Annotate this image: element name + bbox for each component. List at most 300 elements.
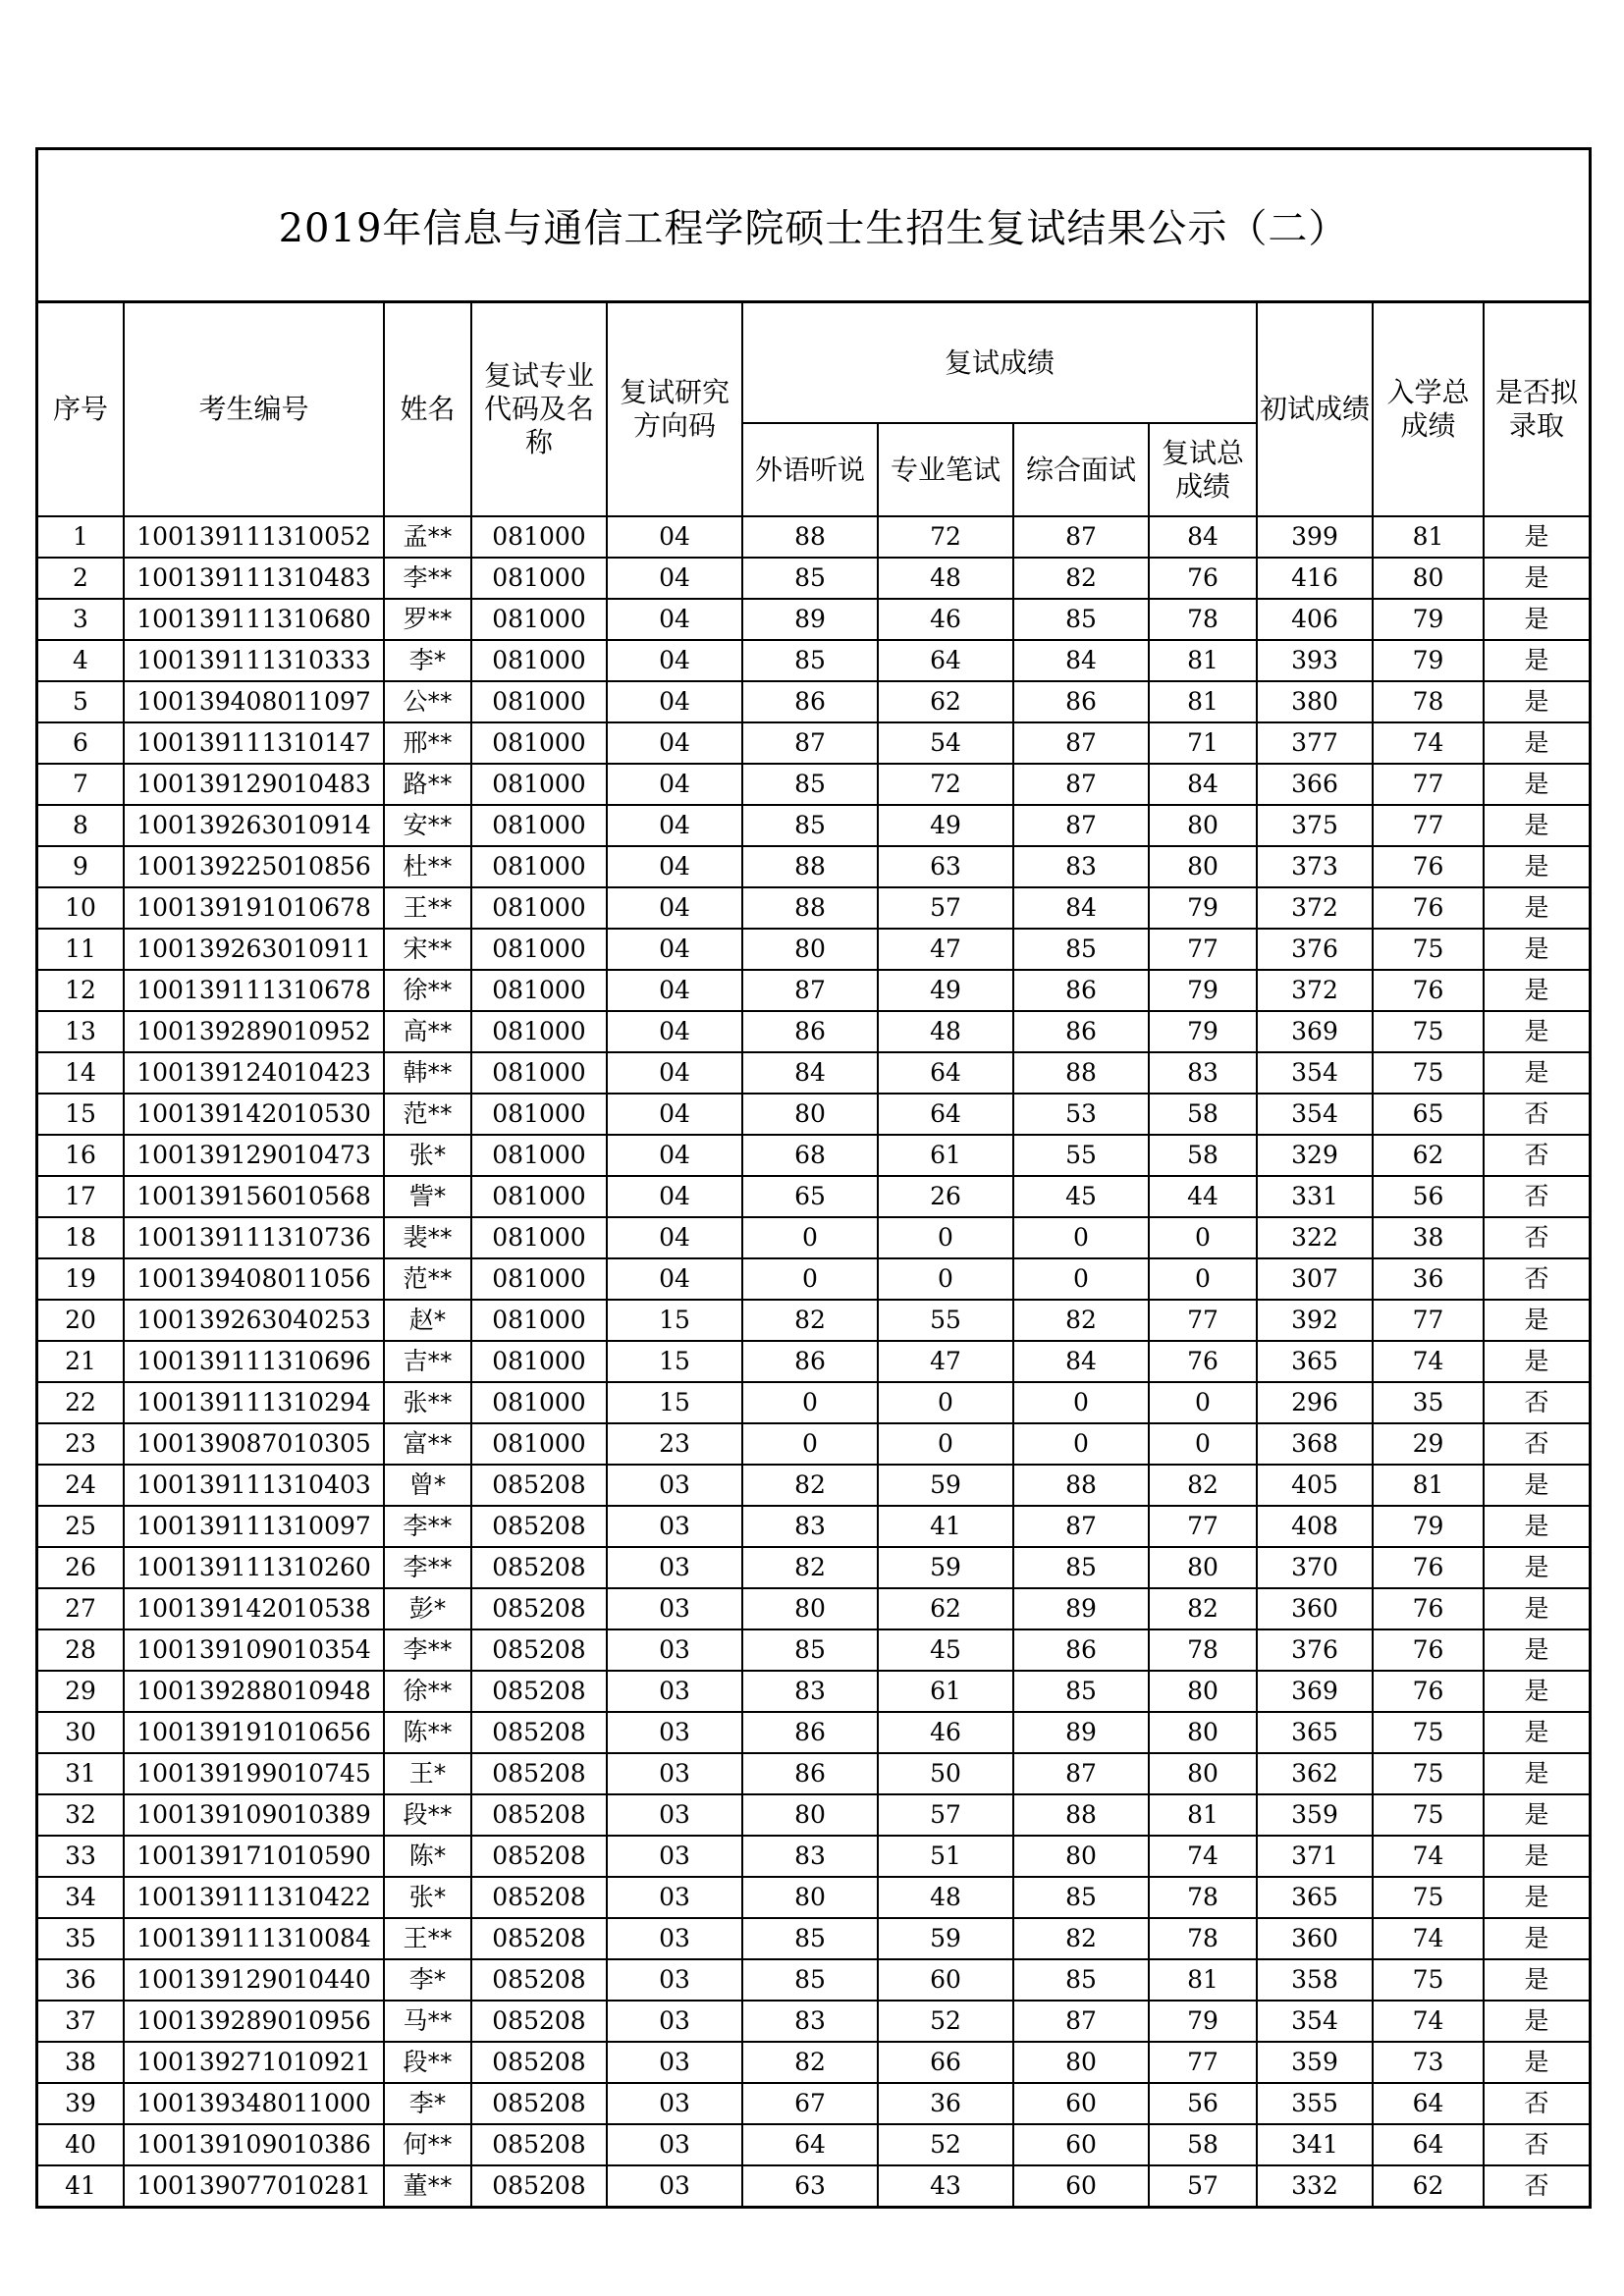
table-row [38,681,1589,722]
cell-admit: 是 [1484,681,1589,722]
cell-retest-total: 79 [1149,2001,1257,2042]
cell-seq: 8 [38,805,124,846]
cell-exam-id: 100139263040253 [124,1300,384,1341]
cell-seq: 1 [38,516,124,558]
cell-initial-score: 354 [1257,2001,1373,2042]
cell-admission-total: 75 [1373,1753,1484,1794]
cell-direction: 04 [607,1217,742,1258]
cell-foreign-oral: 67 [742,2083,878,2124]
cell-name: 李* [384,640,471,681]
title-box [38,150,1589,303]
cell-major-code: 085208 [471,1465,607,1506]
cell-foreign-oral: 85 [742,1959,878,2001]
cell-foreign-oral: 64 [742,2124,878,2165]
table-row [38,516,1589,558]
cell-major-code: 085208 [471,1836,607,1877]
cell-name: 李** [384,1506,471,1547]
table-row [38,2124,1589,2165]
cell-direction: 03 [607,2042,742,2083]
cell-exam-id: 100139111310680 [124,599,384,640]
cell-seq: 7 [38,764,124,805]
cell-interview: 85 [1013,599,1149,640]
cell-foreign-oral: 0 [742,1423,878,1465]
cell-initial-score: 365 [1257,1877,1373,1918]
cell-major-code: 085208 [471,1877,607,1918]
cell-admission-total: 80 [1373,558,1484,599]
cell-foreign-oral: 0 [742,1258,878,1300]
cell-exam-id: 100139087010305 [124,1423,384,1465]
cell-written-exam: 62 [878,1588,1013,1629]
cell-initial-score: 405 [1257,1465,1373,1506]
cell-admission-total: 75 [1373,1011,1484,1052]
cell-name: 陈** [384,1712,471,1753]
cell-exam-id: 100139191010656 [124,1712,384,1753]
cell-name: 路** [384,764,471,805]
cell-direction: 03 [607,2124,742,2165]
cell-interview: 80 [1013,1836,1149,1877]
cell-admission-total: 73 [1373,2042,1484,2083]
cell-written-exam: 43 [878,2165,1013,2206]
cell-major-code: 081000 [471,681,607,722]
cell-seq: 34 [38,1877,124,1918]
cell-exam-id: 100139129010440 [124,1959,384,2001]
cell-exam-id: 100139289010956 [124,2001,384,2042]
cell-retest-total: 82 [1149,1588,1257,1629]
table-row [38,1836,1589,1877]
cell-direction: 04 [607,1052,742,1094]
cell-admit: 否 [1484,1135,1589,1176]
cell-exam-id: 100139077010281 [124,2165,384,2206]
cell-exam-id: 100139109010386 [124,2124,384,2165]
cell-major-code: 081000 [471,929,607,970]
cell-name: 董** [384,2165,471,2206]
cell-retest-total: 79 [1149,1011,1257,1052]
cell-initial-score: 359 [1257,2042,1373,2083]
cell-admit: 是 [1484,516,1589,558]
cell-admit: 是 [1484,1300,1589,1341]
cell-initial-score: 366 [1257,764,1373,805]
cell-exam-id: 100139111310403 [124,1465,384,1506]
cell-admit: 是 [1484,599,1589,640]
cell-written-exam: 64 [878,640,1013,681]
cell-exam-id: 100139111310147 [124,722,384,764]
cell-foreign-oral: 86 [742,1341,878,1382]
cell-interview: 82 [1013,1300,1149,1341]
cell-admission-total: 76 [1373,846,1484,887]
cell-admission-total: 77 [1373,1300,1484,1341]
cell-major-code: 085208 [471,2083,607,2124]
cell-seq: 17 [38,1176,124,1217]
cell-foreign-oral: 80 [742,1794,878,1836]
cell-admit: 是 [1484,1836,1589,1877]
cell-admit: 是 [1484,887,1589,929]
cell-seq: 11 [38,929,124,970]
cell-admit: 是 [1484,640,1589,681]
cell-seq: 33 [38,1836,124,1877]
cell-name: 张* [384,1877,471,1918]
cell-admit: 是 [1484,558,1589,599]
cell-major-code: 081000 [471,1423,607,1465]
cell-name: 陈* [384,1836,471,1877]
cell-name: 王** [384,1918,471,1959]
cell-name: 李* [384,2083,471,2124]
cell-foreign-oral: 83 [742,1506,878,1547]
cell-name: 裴** [384,1217,471,1258]
cell-initial-score: 355 [1257,2083,1373,2124]
cell-direction: 04 [607,1011,742,1052]
cell-major-code: 085208 [471,1588,607,1629]
cell-written-exam: 49 [878,970,1013,1011]
cell-admission-total: 79 [1373,1506,1484,1547]
cell-initial-score: 362 [1257,1753,1373,1794]
cell-initial-score: 365 [1257,1341,1373,1382]
cell-retest-total: 44 [1149,1176,1257,1217]
cell-exam-id: 100139408011056 [124,1258,384,1300]
cell-admission-total: 76 [1373,1629,1484,1671]
cell-initial-score: 416 [1257,558,1373,599]
cell-admission-total: 76 [1373,1588,1484,1629]
cell-retest-total: 79 [1149,887,1257,929]
cell-initial-score: 372 [1257,887,1373,929]
cell-admit: 是 [1484,1671,1589,1712]
cell-exam-id: 100139142010530 [124,1094,384,1135]
cell-foreign-oral: 86 [742,1712,878,1753]
cell-retest-total: 58 [1149,2124,1257,2165]
cell-written-exam: 61 [878,1671,1013,1712]
cell-initial-score: 376 [1257,1629,1373,1671]
cell-major-code: 085208 [471,1506,607,1547]
cell-major-code: 085208 [471,1671,607,1712]
cell-direction: 03 [607,1794,742,1836]
cell-seq: 36 [38,1959,124,2001]
cell-written-exam: 48 [878,558,1013,599]
cell-initial-score: 360 [1257,1918,1373,1959]
cell-admission-total: 35 [1373,1382,1484,1423]
cell-retest-total: 71 [1149,722,1257,764]
cell-admit: 否 [1484,1382,1589,1423]
cell-exam-id: 100139289010952 [124,1011,384,1052]
cell-foreign-oral: 88 [742,887,878,929]
cell-name: 张** [384,1382,471,1423]
cell-seq: 25 [38,1506,124,1547]
cell-foreign-oral: 84 [742,1052,878,1094]
cell-major-code: 081000 [471,1217,607,1258]
cell-initial-score: 358 [1257,1959,1373,2001]
cell-seq: 5 [38,681,124,722]
cell-written-exam: 45 [878,1629,1013,1671]
cell-name: 李** [384,558,471,599]
cell-seq: 22 [38,1382,124,1423]
cell-written-exam: 51 [878,1836,1013,1877]
cell-initial-score: 369 [1257,1011,1373,1052]
cell-foreign-oral: 86 [742,1011,878,1052]
header-exam-id: 考生编号 [124,303,384,516]
cell-written-exam: 48 [878,1011,1013,1052]
cell-admit: 是 [1484,805,1589,846]
cell-written-exam: 59 [878,1547,1013,1588]
cell-admission-total: 62 [1373,2165,1484,2206]
table-row [38,1877,1589,1918]
cell-written-exam: 52 [878,2124,1013,2165]
cell-exam-id: 100139109010389 [124,1794,384,1836]
cell-direction: 03 [607,1465,742,1506]
cell-admit: 是 [1484,1465,1589,1506]
table-row [38,640,1589,681]
cell-retest-total: 81 [1149,1794,1257,1836]
cell-interview: 85 [1013,1877,1149,1918]
cell-foreign-oral: 0 [742,1217,878,1258]
cell-direction: 03 [607,1877,742,1918]
cell-exam-id: 100139111310294 [124,1382,384,1423]
cell-direction: 15 [607,1341,742,1382]
cell-admission-total: 64 [1373,2083,1484,2124]
cell-admit: 否 [1484,2083,1589,2124]
header-direction: 复试研究方向码 [607,303,742,516]
cell-initial-score: 365 [1257,1712,1373,1753]
table-row [38,1588,1589,1629]
cell-major-code: 081000 [471,1176,607,1217]
cell-exam-id: 100139111310052 [124,516,384,558]
cell-major-code: 081000 [471,516,607,558]
cell-retest-total: 0 [1149,1258,1257,1300]
cell-seq: 16 [38,1135,124,1176]
cell-admit: 是 [1484,1877,1589,1918]
table-row [38,1465,1589,1506]
cell-direction: 03 [607,1547,742,1588]
cell-retest-total: 74 [1149,1836,1257,1877]
cell-major-code: 081000 [471,1052,607,1094]
cell-interview: 83 [1013,846,1149,887]
cell-admit: 是 [1484,1588,1589,1629]
cell-initial-score: 329 [1257,1135,1373,1176]
cell-direction: 04 [607,970,742,1011]
table-row [38,1506,1589,1547]
cell-written-exam: 26 [878,1176,1013,1217]
cell-interview: 60 [1013,2124,1149,2165]
cell-seq: 18 [38,1217,124,1258]
cell-name: 李** [384,1629,471,1671]
cell-retest-total: 80 [1149,1753,1257,1794]
cell-admit: 否 [1484,1258,1589,1300]
cell-direction: 04 [607,1258,742,1300]
cell-direction: 03 [607,1836,742,1877]
cell-exam-id: 100139111310483 [124,558,384,599]
cell-direction: 04 [607,929,742,970]
header-interview: 综合面试 [1013,423,1149,516]
cell-interview: 88 [1013,1794,1149,1836]
cell-name: 段** [384,2042,471,2083]
cell-seq: 21 [38,1341,124,1382]
cell-major-code: 085208 [471,1959,607,2001]
cell-initial-score: 354 [1257,1094,1373,1135]
cell-direction: 15 [607,1300,742,1341]
cell-major-code: 081000 [471,1258,607,1300]
cell-admit: 是 [1484,1753,1589,1794]
cell-seq: 2 [38,558,124,599]
cell-foreign-oral: 0 [742,1382,878,1423]
cell-interview: 87 [1013,805,1149,846]
cell-seq: 20 [38,1300,124,1341]
cell-exam-id: 100139263010911 [124,929,384,970]
table-row [38,887,1589,929]
cell-admit: 否 [1484,2124,1589,2165]
cell-name: 王* [384,1753,471,1794]
cell-exam-id: 100139191010678 [124,887,384,929]
cell-retest-total: 58 [1149,1094,1257,1135]
cell-written-exam: 36 [878,2083,1013,2124]
cell-seq: 38 [38,2042,124,2083]
table-row [38,1217,1589,1258]
cell-seq: 15 [38,1094,124,1135]
cell-written-exam: 59 [878,1465,1013,1506]
cell-seq: 32 [38,1794,124,1836]
cell-major-code: 081000 [471,805,607,846]
table-row [38,1547,1589,1588]
table-row [38,846,1589,887]
cell-direction: 03 [607,2083,742,2124]
cell-retest-total: 58 [1149,1135,1257,1176]
cell-foreign-oral: 82 [742,1547,878,1588]
cell-written-exam: 64 [878,1094,1013,1135]
cell-direction: 03 [607,1918,742,1959]
cell-interview: 85 [1013,1547,1149,1588]
cell-name: 赵* [384,1300,471,1341]
cell-retest-total: 76 [1149,558,1257,599]
cell-name: 韩** [384,1052,471,1094]
cell-direction: 04 [607,764,742,805]
cell-exam-id: 100139111310333 [124,640,384,681]
table-row [38,1300,1589,1341]
cell-admission-total: 76 [1373,970,1484,1011]
cell-major-code: 085208 [471,1547,607,1588]
cell-direction: 04 [607,558,742,599]
cell-seq: 26 [38,1547,124,1588]
cell-interview: 80 [1013,2042,1149,2083]
cell-initial-score: 373 [1257,846,1373,887]
table-row [38,970,1589,1011]
cell-admission-total: 75 [1373,1052,1484,1094]
cell-name: 彭* [384,1588,471,1629]
cell-admission-total: 74 [1373,1341,1484,1382]
cell-admission-total: 74 [1373,2001,1484,2042]
cell-name: 孟** [384,516,471,558]
table-row [38,929,1589,970]
cell-interview: 84 [1013,887,1149,929]
cell-retest-total: 77 [1149,929,1257,970]
cell-initial-score: 372 [1257,970,1373,1011]
cell-initial-score: 399 [1257,516,1373,558]
cell-interview: 0 [1013,1423,1149,1465]
cell-admit: 是 [1484,1918,1589,1959]
cell-admit: 否 [1484,1423,1589,1465]
cell-admit: 是 [1484,1506,1589,1547]
cell-interview: 87 [1013,2001,1149,2042]
cell-interview: 87 [1013,1506,1149,1547]
table-row [38,1341,1589,1382]
cell-admission-total: 62 [1373,1135,1484,1176]
cell-name: 马** [384,2001,471,2042]
cell-foreign-oral: 83 [742,2001,878,2042]
cell-interview: 89 [1013,1712,1149,1753]
cell-foreign-oral: 85 [742,764,878,805]
cell-initial-score: 331 [1257,1176,1373,1217]
table-row [38,722,1589,764]
table-row [38,1135,1589,1176]
cell-retest-total: 80 [1149,846,1257,887]
cell-foreign-oral: 82 [742,2042,878,2083]
cell-interview: 87 [1013,722,1149,764]
cell-major-code: 081000 [471,846,607,887]
cell-written-exam: 0 [878,1382,1013,1423]
cell-exam-id: 100139288010948 [124,1671,384,1712]
cell-seq: 23 [38,1423,124,1465]
cell-written-exam: 61 [878,1135,1013,1176]
cell-foreign-oral: 89 [742,599,878,640]
cell-major-code: 081000 [471,558,607,599]
cell-admission-total: 56 [1373,1176,1484,1217]
cell-direction: 04 [607,722,742,764]
cell-written-exam: 66 [878,2042,1013,2083]
cell-direction: 04 [607,640,742,681]
cell-foreign-oral: 88 [742,846,878,887]
cell-retest-total: 76 [1149,1341,1257,1382]
cell-name: 范** [384,1094,471,1135]
cell-initial-score: 370 [1257,1547,1373,1588]
cell-written-exam: 49 [878,805,1013,846]
cell-retest-total: 78 [1149,1629,1257,1671]
cell-major-code: 085208 [471,2165,607,2206]
cell-interview: 0 [1013,1258,1149,1300]
cell-name: 杜** [384,846,471,887]
cell-retest-total: 84 [1149,764,1257,805]
cell-retest-total: 81 [1149,1959,1257,2001]
cell-seq: 30 [38,1712,124,1753]
cell-retest-total: 80 [1149,1547,1257,1588]
cell-direction: 03 [607,2001,742,2042]
cell-admission-total: 75 [1373,1959,1484,2001]
cell-interview: 55 [1013,1135,1149,1176]
header-retest-total: 复试总成绩 [1149,423,1257,516]
cell-admit: 是 [1484,1341,1589,1382]
cell-major-code: 081000 [471,887,607,929]
cell-direction: 04 [607,681,742,722]
cell-retest-total: 83 [1149,1052,1257,1094]
cell-admission-total: 64 [1373,2124,1484,2165]
cell-direction: 03 [607,1506,742,1547]
cell-name: 段** [384,1794,471,1836]
cell-major-code: 085208 [471,1918,607,1959]
cell-major-code: 085208 [471,1712,607,1753]
table-row [38,1382,1589,1423]
cell-exam-id: 100139142010538 [124,1588,384,1629]
cell-interview: 45 [1013,1176,1149,1217]
cell-admission-total: 76 [1373,1547,1484,1588]
cell-admission-total: 74 [1373,1918,1484,1959]
cell-interview: 82 [1013,1918,1149,1959]
cell-seq: 35 [38,1918,124,1959]
cell-written-exam: 50 [878,1753,1013,1794]
cell-major-code: 081000 [471,1011,607,1052]
cell-admit: 是 [1484,1629,1589,1671]
table-row [38,1671,1589,1712]
cell-interview: 86 [1013,1629,1149,1671]
cell-name: 宋** [384,929,471,970]
cell-initial-score: 393 [1257,640,1373,681]
cell-name: 富** [384,1423,471,1465]
table-row [38,1094,1589,1135]
cell-exam-id: 100139156010568 [124,1176,384,1217]
cell-foreign-oral: 80 [742,1094,878,1135]
